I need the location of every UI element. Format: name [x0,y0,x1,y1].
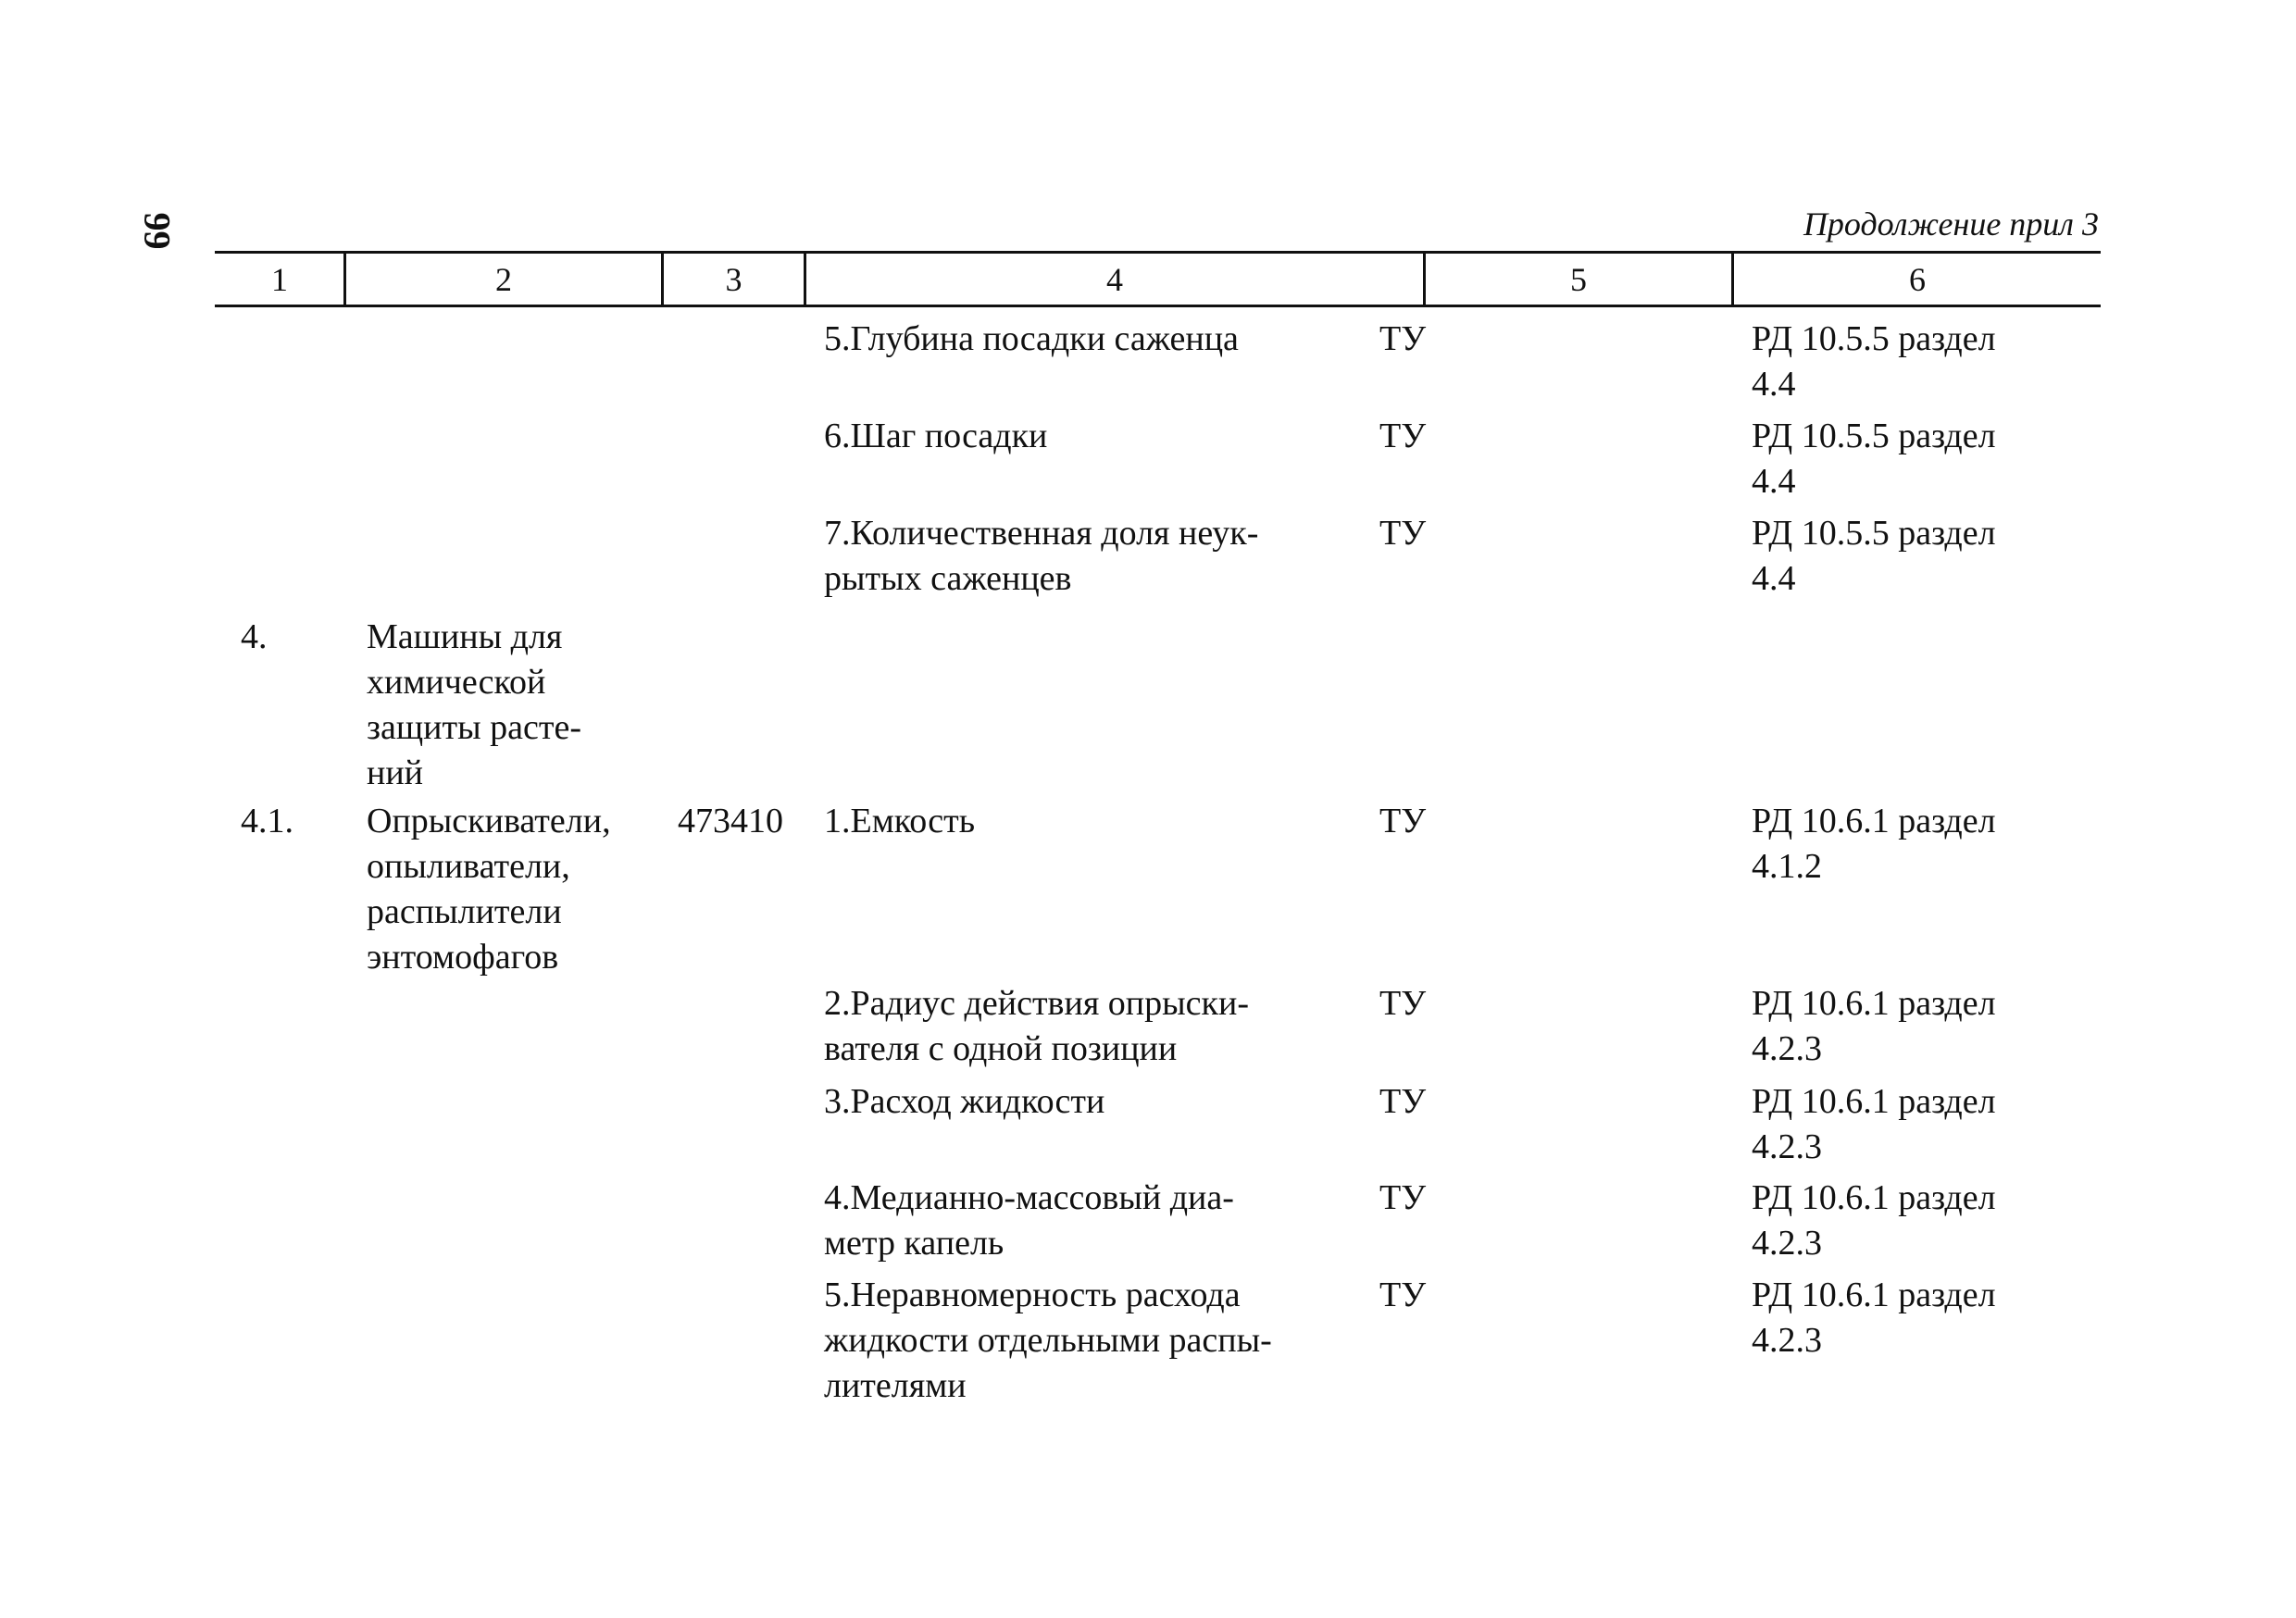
document-cell: ТУ [1379,984,1427,1023]
document-cell: ТУ [1379,319,1427,358]
reference-cell: РД 10.6.1 раздел 4.2.3 [1752,1082,1996,1166]
parameter-cell: 3.Расход жидкости [824,1082,1105,1121]
parameter-cell: 5.Неравномерность расхода жидкости отдельными распы- лителями [824,1276,1272,1405]
document-cell: ТУ [1379,1178,1427,1217]
reference-cell: РД 10.6.1 раздел 4.2.3 [1752,984,1996,1068]
column-header-3: 3 [725,260,742,298]
reference-cell: РД 10.6.1 раздел 4.2.3 [1752,1276,1996,1360]
item-number-cell: 4. [241,617,268,656]
item-name-cell: Машины для химической защиты расте- ний [367,617,581,792]
reference-cell: РД 10.6.1 раздел 4.1.2 [1752,802,1996,886]
document-cell: ТУ [1379,514,1427,553]
reference-cell: РД 10.6.1 раздел 4.2.3 [1752,1178,1996,1263]
column-header-5: 5 [1570,260,1587,298]
parameter-cell: 5.Глубина посадки саженца [824,319,1239,358]
column-header-1: 1 [271,260,288,298]
reference-cell: РД 10.5.5 раздел 4.4 [1752,514,1996,598]
item-code-cell: 473410 [678,802,783,840]
parameter-cell: 2.Радиус действия опрыски- вателя с одной позиции [824,984,1249,1068]
parameter-cell: 7.Количественная доля неук- рытых саженцев [824,514,1259,598]
document-cell: ТУ [1379,1276,1427,1314]
column-header-4: 4 [1106,260,1123,298]
reference-cell: РД 10.5.5 раздел 4.4 [1752,417,1996,501]
page-number: 99 [136,212,179,250]
document-cell: ТУ [1379,1082,1427,1121]
column-header-2: 2 [495,260,512,298]
item-name-cell: Опрыскиватели, опыливатели, распылители энтомофагов [367,802,611,977]
document-cell: ТУ [1379,417,1427,455]
parameter-cell: 1.Емкость [824,802,976,840]
document-cell: ТУ [1379,802,1427,840]
item-number-cell: 4.1. [241,802,293,840]
parameter-cell: 6.Шаг посадки [824,417,1048,455]
table-header-bottom-rule [215,305,2101,307]
parameter-cell: 4.Медианно-массовый диа- метр капель [824,1178,1234,1263]
reference-cell: РД 10.5.5 раздел 4.4 [1752,319,1996,404]
continuation-note: Продолжение прил 3 [1803,205,2099,243]
column-header-6: 6 [1909,260,1926,298]
